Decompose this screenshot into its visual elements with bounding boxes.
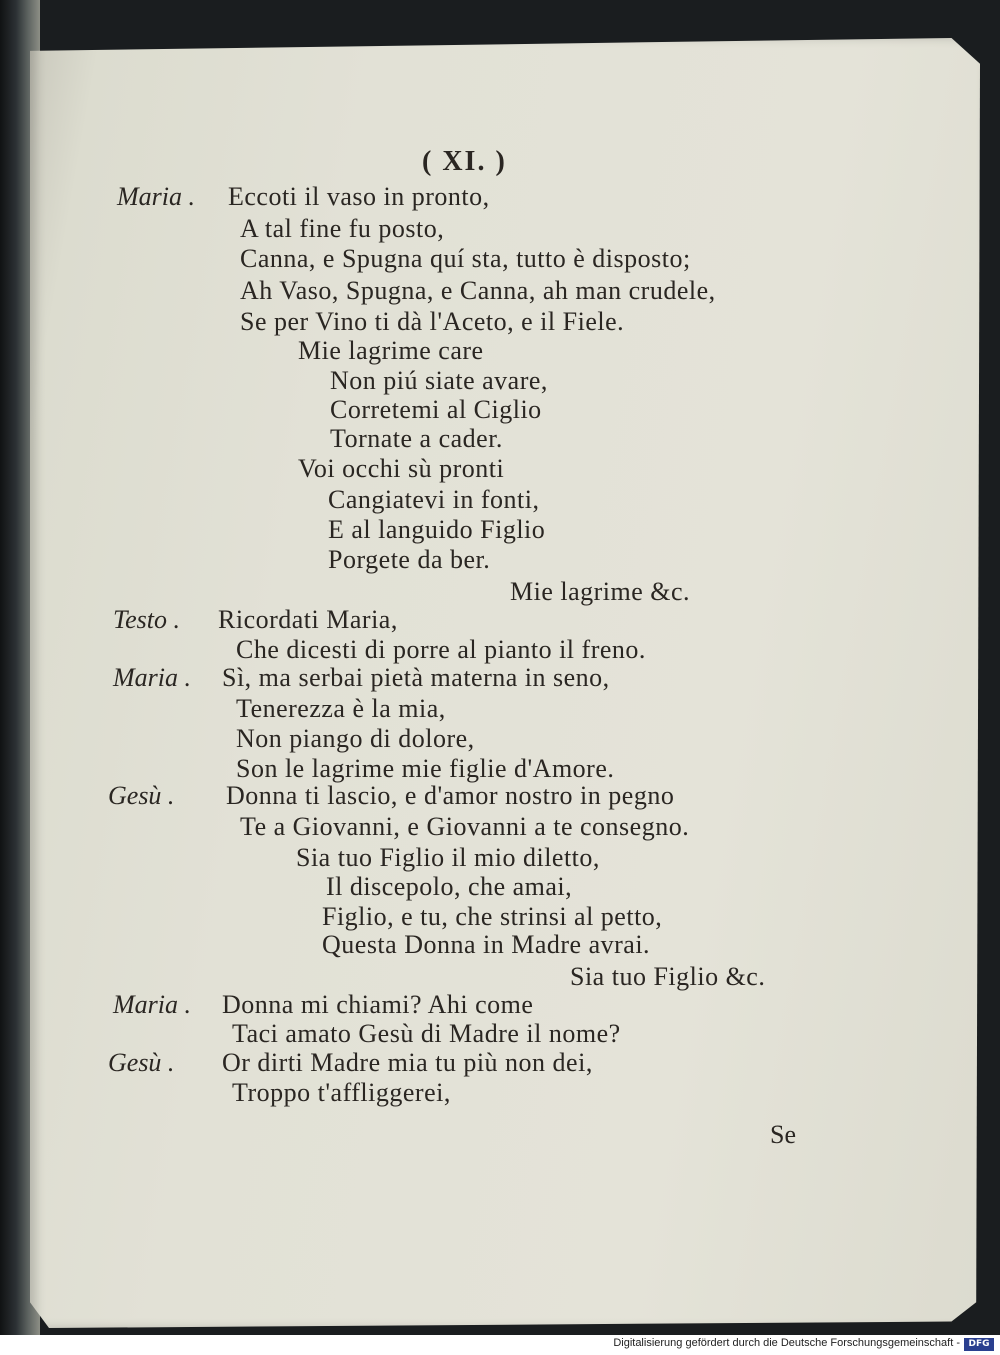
verse-line: E al languido Figlio [328, 515, 546, 544]
dfg-logo-icon: DFG [964, 1338, 994, 1351]
verse-line: Te a Giovanni, e Giovanni a te consegno. [240, 812, 690, 841]
verse-line: Ah Vaso, Spugna, e Canna, ah man crudele, [240, 276, 716, 305]
verse-line: Voi occhi sù pronti [298, 454, 505, 483]
footer-bar [0, 1335, 1000, 1355]
verse-line: Non piango di dolore, [236, 724, 475, 753]
verse-line: Donna mi chiami? Ahi come [222, 990, 534, 1019]
verse-line: Porgete da ber. [328, 545, 491, 574]
verse-line: Tenerezza è la mia, [236, 694, 446, 723]
verse-line: Donna ti lascio, e d'amor nostro in pegno [226, 781, 675, 810]
verse-line: Il discepolo, che amai, [326, 872, 573, 901]
speaker-label: Maria . [113, 990, 191, 1019]
verse-line: Questa Donna in Madre avrai. [322, 930, 651, 959]
verse-line: Troppo t'affliggerei, [232, 1078, 451, 1107]
speaker-label: Gesù . [108, 1048, 175, 1077]
speaker-label: Testo . [113, 605, 180, 634]
verse-line: Eccoti il vaso in pronto, [228, 182, 490, 211]
speaker-label: Maria . [113, 663, 191, 692]
verse-refrain: Sia tuo Figlio &c. [570, 962, 766, 991]
verse-line: Tornate a cader. [330, 424, 503, 453]
speaker-label: Gesù . [108, 781, 175, 810]
verse-line: Ricordati Maria, [218, 605, 398, 634]
verse-line: Taci amato Gesù di Madre il nome? [232, 1019, 621, 1048]
verse-line: Mie lagrime care [298, 336, 484, 365]
verse-line: Or dirti Madre mia tu più non dei, [222, 1048, 593, 1077]
verse-line: Cangiatevi in fonti, [328, 485, 540, 514]
verse-line: Sia tuo Figlio il mio diletto, [296, 843, 600, 872]
verse-line: Se per Vino ti dà l'Aceto, e il Fiele. [240, 307, 625, 336]
footer-credit: Digitalisierung gefördert durch die Deutsche Forschungsgemeinschaft - [613, 1337, 960, 1349]
verse-line: Corretemi al Ciglio [330, 395, 542, 424]
verse-refrain: Mie lagrime &c. [510, 577, 691, 606]
page-number: ( XI. ) [422, 146, 507, 177]
verse-line: Che dicesti di porre al pianto il freno. [236, 635, 646, 664]
verse-line: Son le lagrime mie figlie d'Amore. [236, 754, 615, 783]
verse-line: Sì, ma serbai pietà materna in seno, [222, 663, 610, 692]
verse-line: A tal fine fu posto, [240, 214, 445, 243]
speaker-label: Maria . [117, 182, 195, 211]
catchword: Se [770, 1120, 796, 1149]
verse-line: Figlio, e tu, che strinsi al petto, [322, 902, 663, 931]
verse-line: Non piú siate avare, [330, 366, 548, 395]
verse-line: Canna, e Spugna quí sta, tutto è disposto; [240, 244, 691, 273]
